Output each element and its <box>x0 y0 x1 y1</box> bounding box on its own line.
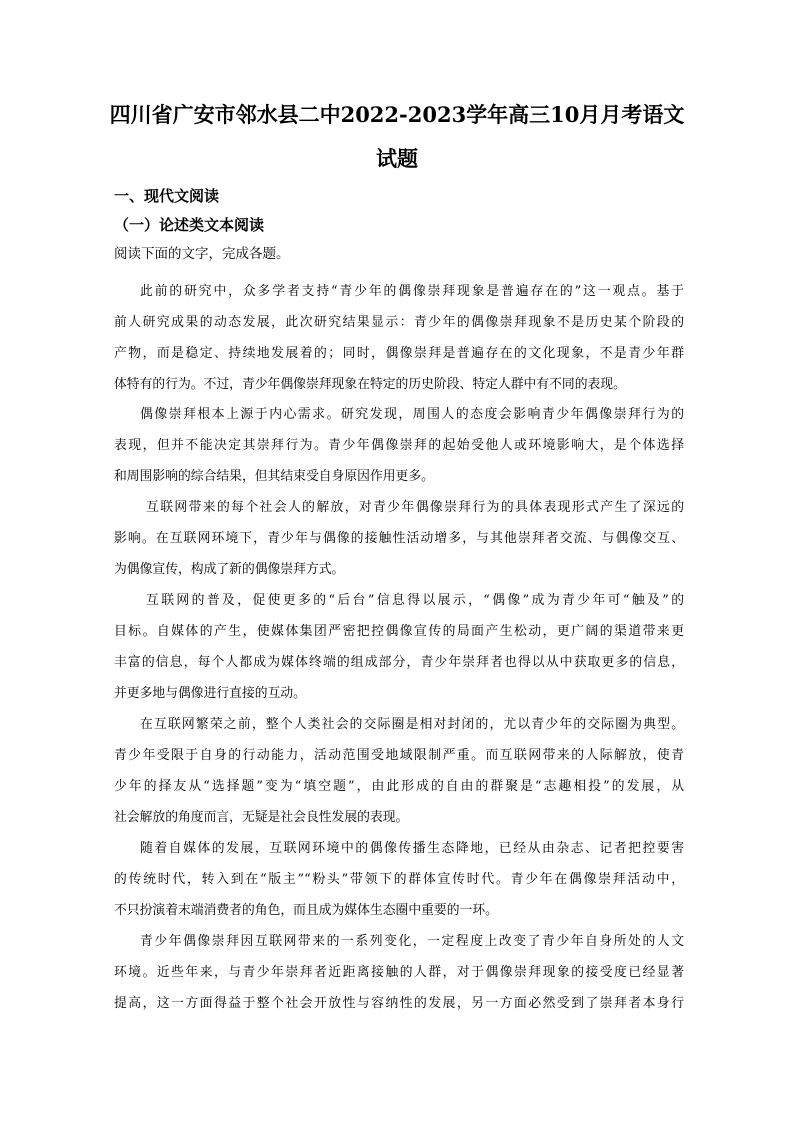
passage-line: 不只扮演着末端消费者的角色，而且成为媒体生态圈中重要的一环。 <box>114 903 498 918</box>
passage-line: 产物，而是稳定、持续地发展着的；同时，偶像崇拜是普遍存在的文化现象，不是青少年群 <box>114 346 684 361</box>
passage-line: 环境。近些年来，与青少年崇拜者近距离接触的人群，对于偶像崇拜现象的接受度已经显著 <box>114 965 684 980</box>
document-title-line2: 试题 <box>376 146 418 171</box>
passage-line: 为偶像宣传，构成了新的偶像崇拜方式。 <box>114 562 345 577</box>
document-title-line1: 四川省广安市邻水县二中2022-2023学年高三10月月考语文 <box>109 102 685 127</box>
passage-line: 提高，这一方面得益于整个社会开放性与容纳性的发展，另一方面必然受到了崇拜者本身行 <box>114 996 684 1011</box>
passage-line: 体特有的行为。不过，青少年偶像崇拜现象在特定的历史阶段、特定人群中有不同的表现。 <box>114 377 626 392</box>
passage-line: 表现，但并不能决定其崇拜行为。青少年偶像崇拜的起始受他人或环境影响大，是个体选择 <box>114 438 684 453</box>
passage-line: 偶像崇拜根本上源于内心需求。研究发现，周围人的态度会影响青少年偶像崇拜行为的 <box>140 407 684 422</box>
passage-line: 前人研究成果的动态发展，此次研究结果显示：青少年的偶像崇拜现象不是历史某个阶段的 <box>114 315 684 330</box>
section-heading: 一、现代文阅读 <box>114 187 220 205</box>
passage-line: 丰富的信息，每个人都成为媒体终端的组成部分，青少年崇拜者也得以从中获取更多的信息， <box>114 655 684 670</box>
passage-line: 并更多地与偶像进行直接的互动。 <box>114 686 306 701</box>
passage-line: 随着自媒体的发展，互联网环境中的偶像传播生态降地，已经从由杂志、记者把控要害 <box>140 841 684 856</box>
passage-line: 青少年偶像崇拜因互联网带来的一系列变化，一定程度上改变了青少年自身所处的人文 <box>140 934 684 949</box>
passage-line: 在互联网繁荣之前，整个人类社会的交际圈是相对封闭的，尤以青少年的交际圈为典型。 <box>140 717 684 732</box>
reading-instruction: 阅读下面的文字，完成各题。 <box>114 246 290 262</box>
section-subheading: （一）论述类文本阅读 <box>114 216 265 234</box>
passage-line: 少年的择友从“选择题”变为“填空题”，由此形成的自由的群聚是“志趣相投”的发展，从 <box>114 779 684 794</box>
passage-line: 互联网带来的每个社会人的解放，对青少年偶像崇拜行为的具体表现形式产生了深远的 <box>146 500 684 515</box>
passage-line: 互联网的普及，促使更多的“后台”信息得以展示，“偶像”成为青少年可“触及”的 <box>146 593 684 608</box>
passage-line: 和周围影响的综合结果，但其结束受自身原因作用更多。 <box>114 469 434 484</box>
passage-line: 目标。自媒体的产生，使媒体集团严密把控偶像宣传的局面产生松动，更广阔的渠道带来更 <box>114 624 684 639</box>
passage-line: 的传统时代，转入到在“版主”“粉头”带领下的群体宣传时代。青少年在偶像崇拜活动中， <box>114 872 684 887</box>
passage-line: 此前的研究中，众多学者支持“青少年的偶像崇拜现象是普遍存在的”这一观点。基于 <box>140 284 684 299</box>
passage-line: 社会解放的角度而言，无疑是社会良性发展的表现。 <box>114 810 409 825</box>
passage-line: 青少年受限于自身的行动能力，活动范围受地域限制严重。而互联网带来的人际解放，使青 <box>114 748 684 763</box>
passage-line: 影响。在互联网环境下，青少年与偶像的接触性活动增多，与其他崇拜者交流、与偶像交互、 <box>114 531 684 546</box>
